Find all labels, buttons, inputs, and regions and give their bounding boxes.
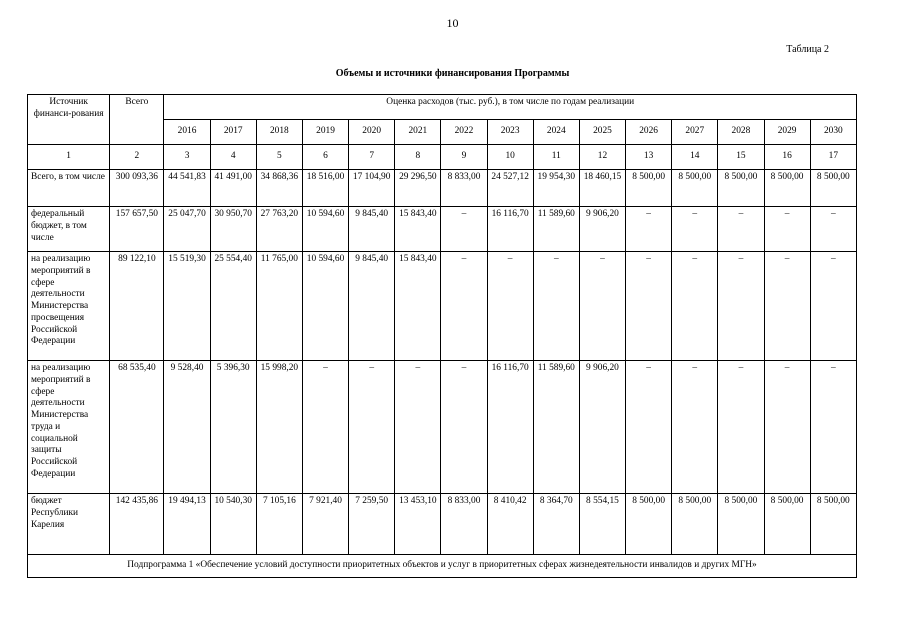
year-value-cell: 8 833,00 — [441, 494, 487, 555]
year-value-cell: 27 763,20 — [256, 207, 302, 252]
column-number: 9 — [441, 145, 487, 170]
subprogram-title: Подпрограмма 1 «Обеспечение условий доступности приоритетных объектов и услуг в приоритетных сферах жизнедеятельности инвалидов и других МГН» — [28, 555, 857, 578]
total-cell: 142 435,86 — [110, 494, 164, 555]
column-number: 12 — [579, 145, 625, 170]
table-row — [28, 494, 857, 555]
year-value-cell: 24 527,12 — [487, 170, 533, 207]
year-value-cell: – — [302, 361, 348, 494]
year-value-cell: 8 500,00 — [626, 494, 672, 555]
year-value-cell: 17 104,90 — [349, 170, 395, 207]
column-number: 17 — [810, 145, 856, 170]
year-header: 2016 — [164, 120, 210, 145]
year-header: 2018 — [256, 120, 302, 145]
year-value-cell: – — [810, 252, 856, 361]
year-value-cell: 8 500,00 — [718, 170, 764, 207]
year-value-cell: – — [626, 252, 672, 361]
source-cell: на реализацию мероприятий в сфере деятельности Министерства труда и социальной защиты Российской Федерации — [28, 361, 110, 494]
year-header: 2027 — [672, 120, 718, 145]
year-header: 2026 — [626, 120, 672, 145]
year-value-cell: – — [672, 252, 718, 361]
column-number: 7 — [349, 145, 395, 170]
source-cell: федеральный бюджет, в том числе — [28, 207, 110, 252]
year-value-cell: 7 921,40 — [302, 494, 348, 555]
year-header: 2017 — [210, 120, 256, 145]
year-value-cell: 10 594,60 — [302, 252, 348, 361]
year-header: 2030 — [810, 120, 856, 145]
column-number: 4 — [210, 145, 256, 170]
year-value-cell: 15 843,40 — [395, 252, 441, 361]
year-value-cell: – — [349, 361, 395, 494]
year-value-cell: 25 554,40 — [210, 252, 256, 361]
year-value-cell: 8 500,00 — [672, 494, 718, 555]
column-number: 8 — [395, 145, 441, 170]
column-number: 14 — [672, 145, 718, 170]
column-number: 3 — [164, 145, 210, 170]
column-numbers-row — [28, 145, 857, 170]
total-cell: 89 122,10 — [110, 252, 164, 361]
year-value-cell: 15 843,40 — [395, 207, 441, 252]
year-value-cell: 19 494,13 — [164, 494, 210, 555]
column-number: 6 — [302, 145, 348, 170]
year-value-cell: 8 500,00 — [626, 170, 672, 207]
year-value-cell: 29 296,50 — [395, 170, 441, 207]
year-value-cell: 8 833,00 — [441, 170, 487, 207]
year-value-cell: 8 364,70 — [533, 494, 579, 555]
header-total: Всего — [110, 95, 164, 145]
year-value-cell: – — [487, 252, 533, 361]
year-value-cell: 8 500,00 — [764, 170, 810, 207]
year-value-cell: – — [672, 207, 718, 252]
year-value-cell: 11 765,00 — [256, 252, 302, 361]
year-value-cell: 9 906,20 — [579, 207, 625, 252]
subprogram-row — [28, 555, 857, 578]
year-value-cell: – — [718, 207, 764, 252]
year-value-cell: – — [764, 361, 810, 494]
table-row — [28, 170, 857, 207]
year-value-cell: 9 528,40 — [164, 361, 210, 494]
total-cell: 68 535,40 — [110, 361, 164, 494]
year-value-cell: 13 453,10 — [395, 494, 441, 555]
total-cell: 157 657,50 — [110, 207, 164, 252]
year-value-cell: 8 500,00 — [672, 170, 718, 207]
year-header: 2020 — [349, 120, 395, 145]
year-header: 2022 — [441, 120, 487, 145]
year-value-cell: 16 116,70 — [487, 207, 533, 252]
year-value-cell: 9 845,40 — [349, 207, 395, 252]
column-number: 16 — [764, 145, 810, 170]
year-value-cell: 18 516,00 — [302, 170, 348, 207]
document-title: Объемы и источники финансирования Программы — [335, 68, 570, 79]
year-value-cell: 44 541,83 — [164, 170, 210, 207]
source-cell: на реализацию мероприятий в сфере деятельности Министерства просвещения Российской Федерации — [28, 252, 110, 361]
table-row — [28, 252, 857, 361]
year-value-cell: 16 116,70 — [487, 361, 533, 494]
year-value-cell: 7 259,50 — [349, 494, 395, 555]
year-value-cell: 5 396,30 — [210, 361, 256, 494]
column-number: 1 — [28, 145, 110, 170]
year-value-cell: 15 998,20 — [256, 361, 302, 494]
financing-table — [27, 94, 857, 578]
year-value-cell: 11 589,60 — [533, 207, 579, 252]
year-value-cell: 15 519,30 — [164, 252, 210, 361]
year-value-cell: 8 500,00 — [810, 170, 856, 207]
year-value-cell: 9 845,40 — [349, 252, 395, 361]
year-value-cell: – — [626, 207, 672, 252]
table-row — [28, 207, 857, 252]
source-cell: Всего, в том числе — [28, 170, 110, 207]
year-value-cell: 11 589,60 — [533, 361, 579, 494]
year-value-cell: 10 540,30 — [210, 494, 256, 555]
column-number: 15 — [718, 145, 764, 170]
header-source: Источник финанси-рования — [28, 95, 110, 145]
column-number: 5 — [256, 145, 302, 170]
year-value-cell: – — [441, 207, 487, 252]
header-estimate: Оценка расходов (тыс. руб.), в том числе по годам реализации — [164, 95, 857, 120]
table-row — [28, 361, 857, 494]
year-value-cell: 10 594,60 — [302, 207, 348, 252]
year-header: 2028 — [718, 120, 764, 145]
year-value-cell: 25 047,70 — [164, 207, 210, 252]
year-value-cell: – — [764, 207, 810, 252]
page-number: 10 — [446, 16, 459, 30]
year-value-cell: 18 460,15 — [579, 170, 625, 207]
year-value-cell: – — [533, 252, 579, 361]
year-header: 2019 — [302, 120, 348, 145]
table-label: Таблица 2 — [786, 44, 829, 55]
column-number: 2 — [110, 145, 164, 170]
year-value-cell: – — [764, 252, 810, 361]
year-value-cell: – — [718, 361, 764, 494]
year-value-cell: 8 554,15 — [579, 494, 625, 555]
total-cell: 300 093,36 — [110, 170, 164, 207]
column-number: 10 — [487, 145, 533, 170]
year-value-cell: 7 105,16 — [256, 494, 302, 555]
year-header: 2024 — [533, 120, 579, 145]
header-row — [28, 95, 857, 120]
column-number: 11 — [533, 145, 579, 170]
year-header: 2023 — [487, 120, 533, 145]
source-cell: бюджет Республики Карелия — [28, 494, 110, 555]
year-value-cell: 9 906,20 — [579, 361, 625, 494]
year-value-cell: 19 954,30 — [533, 170, 579, 207]
year-value-cell: – — [441, 252, 487, 361]
year-header: 2029 — [764, 120, 810, 145]
year-value-cell: – — [718, 252, 764, 361]
year-value-cell: – — [626, 361, 672, 494]
column-number: 13 — [626, 145, 672, 170]
year-value-cell: 34 868,36 — [256, 170, 302, 207]
year-value-cell: – — [810, 207, 856, 252]
year-value-cell: – — [579, 252, 625, 361]
year-value-cell: 8 500,00 — [764, 494, 810, 555]
year-header: 2021 — [395, 120, 441, 145]
year-value-cell: – — [441, 361, 487, 494]
year-value-cell: 30 950,70 — [210, 207, 256, 252]
year-value-cell: 8 410,42 — [487, 494, 533, 555]
year-value-cell: – — [810, 361, 856, 494]
year-value-cell: 8 500,00 — [810, 494, 856, 555]
year-value-cell: 41 491,00 — [210, 170, 256, 207]
year-header: 2025 — [579, 120, 625, 145]
year-value-cell: – — [395, 361, 441, 494]
year-value-cell: 8 500,00 — [718, 494, 764, 555]
year-value-cell: – — [672, 361, 718, 494]
